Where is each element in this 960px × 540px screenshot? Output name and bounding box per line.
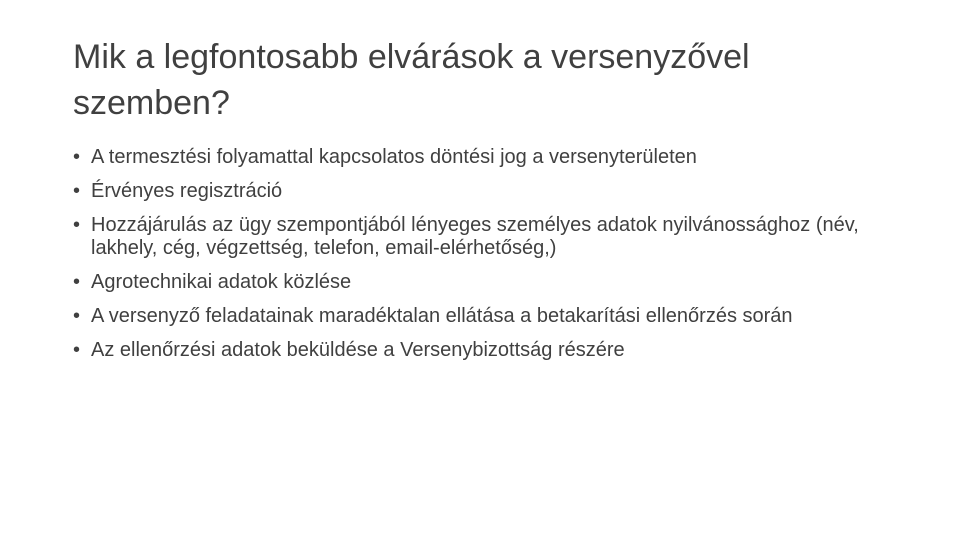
bullet-mark: • bbox=[73, 271, 81, 293]
bullet-mark: • bbox=[73, 146, 81, 168]
bullet-item bbox=[73, 271, 893, 294]
bullet-item bbox=[73, 180, 893, 203]
bullet-mark: • bbox=[73, 180, 81, 202]
bullet-text: Érvényes regisztráció bbox=[91, 180, 283, 202]
bullet-list bbox=[73, 146, 893, 373]
bullet-item bbox=[73, 146, 893, 169]
slide-title: Mik a legfontosabb elvárások a versenyzővel szemben? bbox=[73, 38, 750, 122]
bullet-text: Hozzájárulás az ügy szempontjából lényeges személyes adatok nyilvánossághoz (név, lakhely, cég, végzettség, telefon, email-elérhetőség,) bbox=[91, 214, 859, 259]
bullet-item bbox=[73, 214, 893, 260]
bullet-text: A versenyző feladatainak maradéktalan ellátása a betakarítási ellenőrzés során bbox=[91, 305, 793, 327]
bullet-mark: • bbox=[73, 339, 81, 361]
bullet-text: Az ellenőrzési adatok beküldése a Versenybizottság részére bbox=[91, 339, 625, 361]
bullet-item bbox=[73, 339, 893, 362]
bullet-text: A termesztési folyamattal kapcsolatos döntési jog a versenyterületen bbox=[91, 146, 697, 168]
bullet-mark: • bbox=[73, 305, 81, 327]
bullet-text: Agrotechnikai adatok közlése bbox=[91, 271, 352, 293]
bullet-item bbox=[73, 305, 893, 328]
bullet-mark: • bbox=[73, 214, 81, 236]
